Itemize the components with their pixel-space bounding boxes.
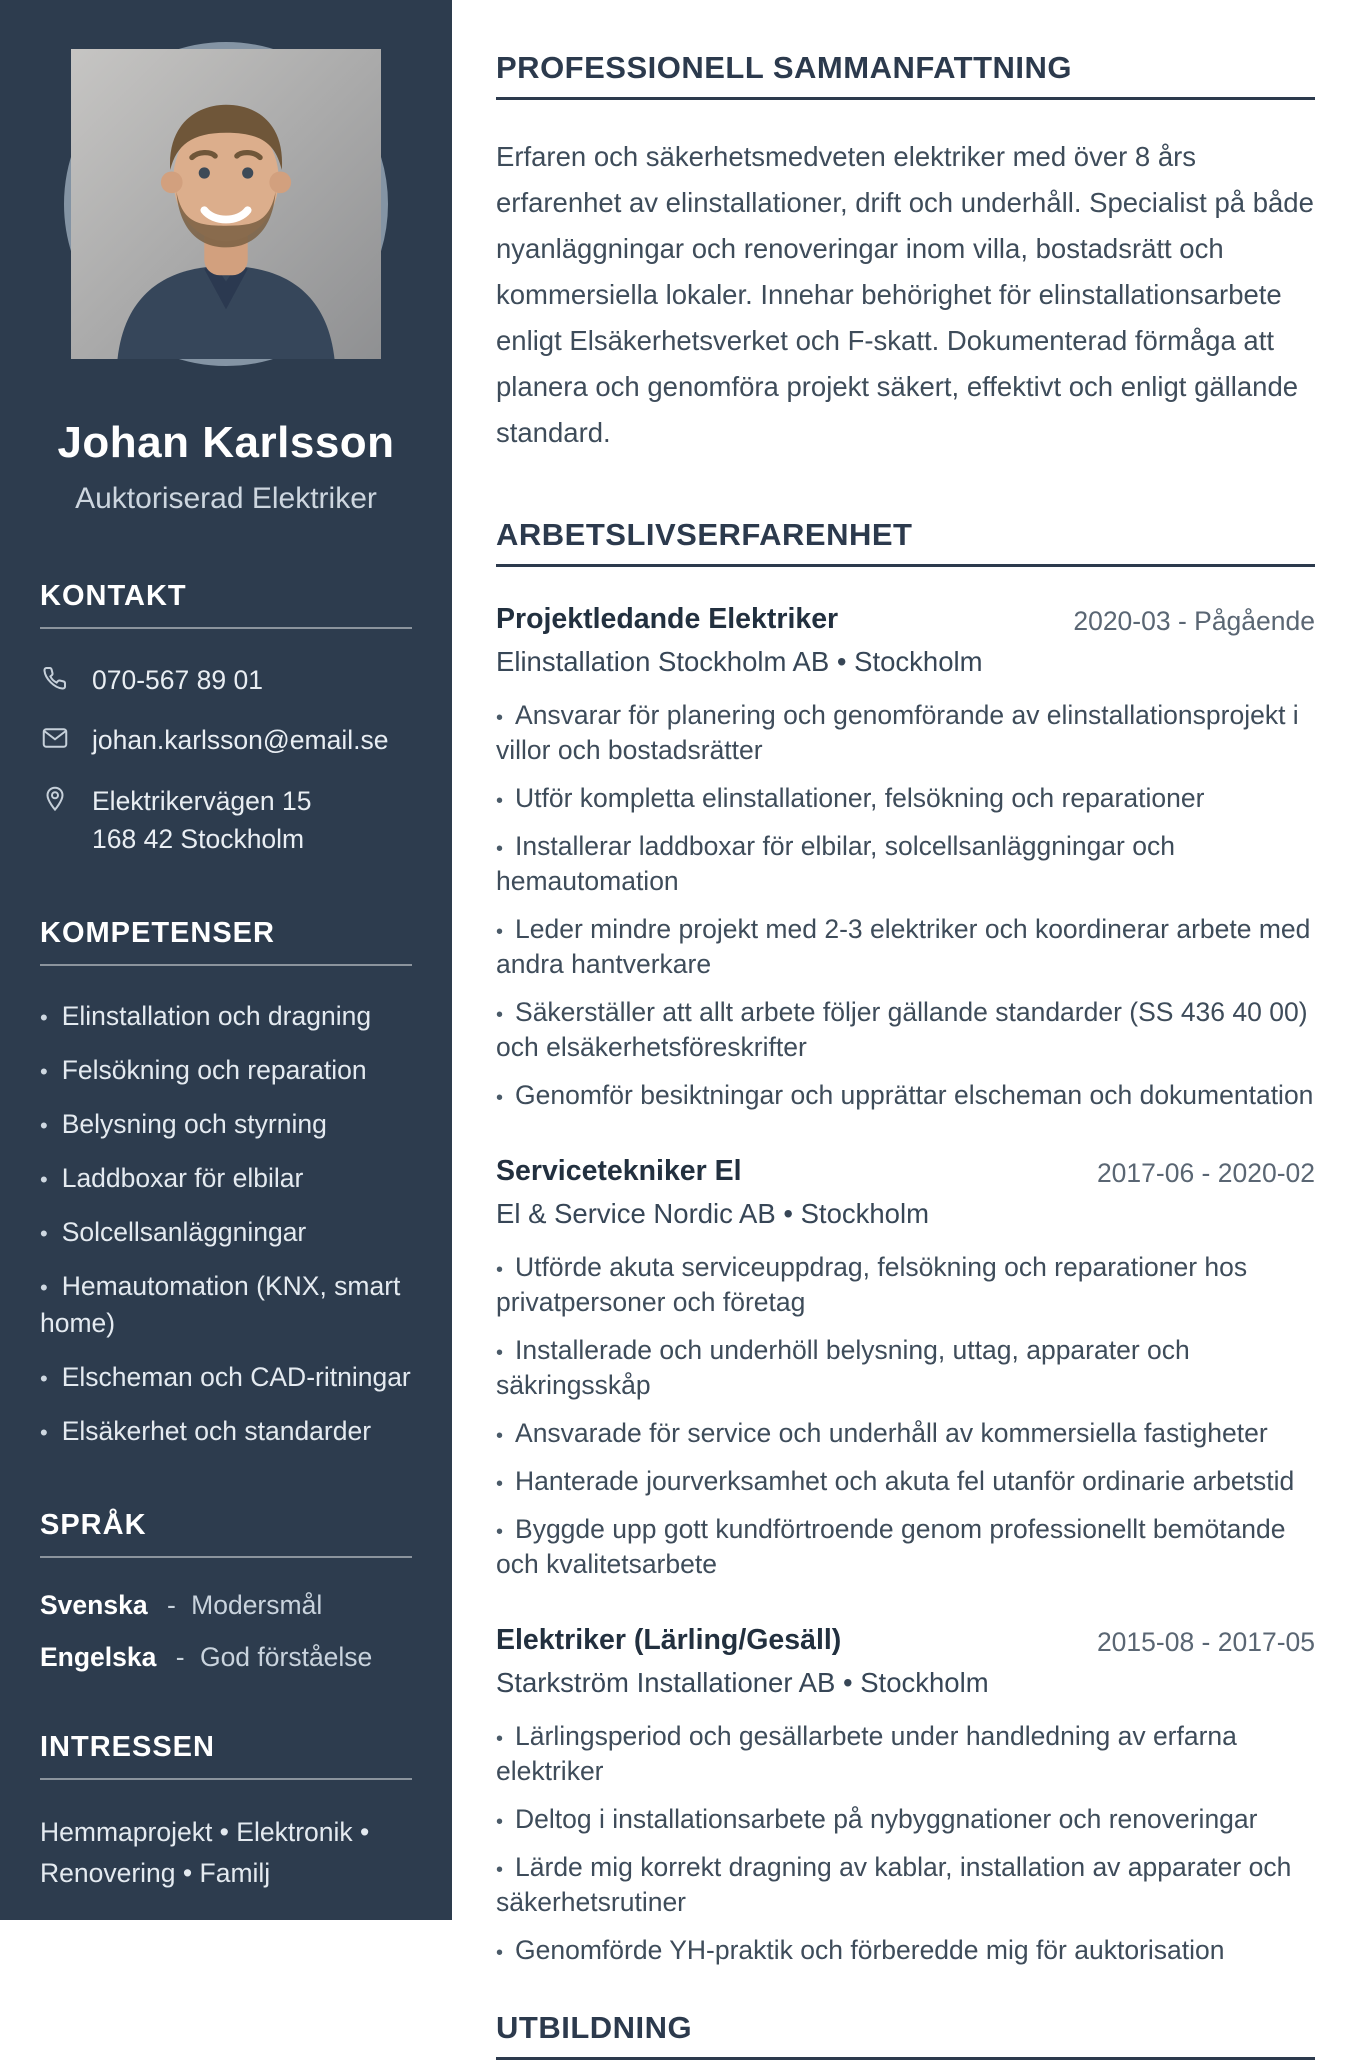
summary-text: Erfaren och säkerhetsmedveten elektriker med över 8 års erfarenhet av elinstallationer, drift och underhåll. Specialist på både nyanläggningar och renoveringar inom villa, bostadsrätt och kommersiella lokaler. Innehar behörighet för elinstallationsarbete enligt Elsäkerhetsverket och F-skatt. Dokumenterad förmåga att planera och genomföra projekt säkert, effektivt och enligt gällande standard. [496, 141, 1314, 448]
job-head [496, 1155, 1315, 1230]
address-line2: 168 42 Stockholm [92, 824, 305, 855]
interests-heading: INTRESSEN [40, 1731, 412, 1780]
job-bullets [496, 1719, 1315, 1968]
summary-section [496, 50, 1315, 455]
location-pin-icon [40, 784, 70, 814]
skill-item: • Solcellsanläggningar [40, 1214, 412, 1251]
profile-photo-wrap [40, 42, 412, 366]
job-head [496, 1624, 1315, 1699]
experience-list [496, 603, 1315, 1967]
address-line1: Elektrikervägen 15 [92, 785, 312, 816]
job-bullet: • Installerade och underhöll belysning, uttag, apparater och säkringsskåp [496, 1333, 1315, 1403]
job-bullet: • Lärde mig korrekt dragning av kablar, installation av apparater och säkerhetsrutiner [496, 1850, 1315, 1920]
interests-section [40, 1731, 412, 1894]
job-title: Elektriker (Lärling/Gesäll) [496, 1623, 842, 1656]
job-bullet: • Byggde upp gott kundförtroende genom professionellt bemötande och kvalitetsarbete [496, 1512, 1315, 1582]
email-icon [40, 723, 70, 753]
languages-list [40, 1590, 412, 1673]
contact-email-row [40, 721, 412, 759]
job-title: Servicetekniker El [496, 1155, 742, 1188]
job-company: El & Service Nordic AB • Stockholm [496, 1198, 929, 1230]
language-level: God förståelse [199, 1641, 373, 1672]
language-row [40, 1590, 412, 1621]
contact-phone-row [40, 661, 412, 699]
skill-item: • Elsäkerhet och standarder [40, 1413, 412, 1450]
skills-section [40, 917, 412, 1451]
job-head [496, 603, 1315, 678]
person-name: Johan Karlsson [57, 418, 395, 467]
skill-item: • Felsökning och reparation [40, 1052, 412, 1089]
skill-item: • Belysning och styrning [40, 1106, 412, 1143]
job-bullets [496, 698, 1315, 1113]
skill-item: • Elscheman och CAD-ritningar [40, 1359, 412, 1396]
phone-icon [40, 663, 70, 693]
phone-value: 070-567 89 01 [92, 665, 263, 695]
languages-section [40, 1509, 412, 1673]
job-company: Starkström Installationer AB • Stockholm [496, 1666, 989, 1698]
language-name: Engelska [40, 1641, 157, 1672]
profile-photo [64, 42, 388, 366]
sidebar [0, 0, 452, 1920]
skill-item: • Laddboxar för elbilar [40, 1160, 412, 1197]
summary-heading: PROFESSIONELL SAMMANFATTNING [496, 50, 1315, 100]
job-bullets [496, 1250, 1315, 1582]
contact-heading: KONTAKT [40, 580, 412, 629]
contact-address-row [40, 782, 412, 859]
job-bullet: • Installerar laddboxar för elbilar, solcellsanläggningar och hemautomation [496, 829, 1315, 899]
languages-heading: SPRÅK [40, 1509, 412, 1558]
address-value [92, 782, 311, 859]
skills-list [40, 998, 412, 1451]
job-bullet: • Leder mindre projekt med 2-3 elektriker och koordinerar arbete med andra hantverkare [496, 912, 1315, 982]
profile-photo-placeholder [71, 49, 381, 359]
person-title: Auktoriserad Elektriker [75, 482, 377, 515]
job-entry-2 [496, 1155, 1315, 1582]
language-dash: - [175, 1641, 185, 1672]
job-bullet: • Genomför besiktningar och upprättar elscheman och dokumentation [496, 1078, 1315, 1113]
skill-item: • Elinstallation och dragning [40, 998, 412, 1035]
job-period: 2015-08 - 2017-05 [1096, 1626, 1315, 1657]
job-bullet: • Hanterade jourverksamhet och akuta fel utanför ordinarie arbetstid [496, 1464, 1315, 1499]
job-bullet: • Utför kompletta elinstallationer, felsökning och reparationer [496, 781, 1315, 816]
job-entry-1 [496, 603, 1315, 1113]
job-title: Projektledande Elektriker [496, 603, 839, 636]
job-bullet: • Säkerställer att allt arbete följer gällande standarder (SS 436 40 00) och elsäkerhetsföreskrifter [496, 995, 1315, 1065]
language-level: Modersmål [191, 1589, 323, 1620]
contact-section [40, 580, 412, 859]
education-heading: UTBILDNING [496, 2010, 1315, 2060]
language-row [40, 1642, 412, 1673]
job-bullet: • Genomförde YH-praktik och förberedde mig för auktorisation [496, 1933, 1315, 1968]
skill-item: • Hemautomation (KNX, smart home) [40, 1268, 412, 1342]
language-name: Svenska [40, 1589, 148, 1620]
job-bullet: • Ansvarar för planering och genomförande av elinstallationsprojekt i villor och bostadsrätter [496, 698, 1315, 768]
job-period: 2020-03 - Pågående [1073, 606, 1315, 637]
email-value: johan.karlsson@email.se [92, 725, 389, 756]
job-company: Elinstallation Stockholm AB • Stockholm [496, 646, 983, 678]
skills-heading: KOMPETENSER [40, 917, 412, 966]
main-content [452, 0, 1357, 2045]
job-period: 2017-06 - 2020-02 [1096, 1158, 1315, 1189]
job-entry-3 [496, 1624, 1315, 1968]
job-bullet: • Lärlingsperiod och gesällarbete under handledning av erfarna elektriker [496, 1719, 1315, 1789]
experience-heading: ARBETSLIVSERFARENHET [496, 517, 1315, 567]
language-dash: - [166, 1589, 176, 1620]
job-bullet: • Utförde akuta serviceuppdrag, felsökning och reparationer hos privatpersoner och företag [496, 1250, 1315, 1320]
education-section [496, 2010, 1315, 2060]
interests-text: Hemmaprojekt • Elektronik • Renovering • Familj [40, 1816, 370, 1888]
job-bullet: • Ansvarade för service och underhåll av kommersiella fastigheter [496, 1416, 1315, 1451]
job-bullet: • Deltog i installationsarbete på nybyggnationer och renoveringar [496, 1802, 1315, 1837]
experience-section [496, 517, 1315, 1967]
